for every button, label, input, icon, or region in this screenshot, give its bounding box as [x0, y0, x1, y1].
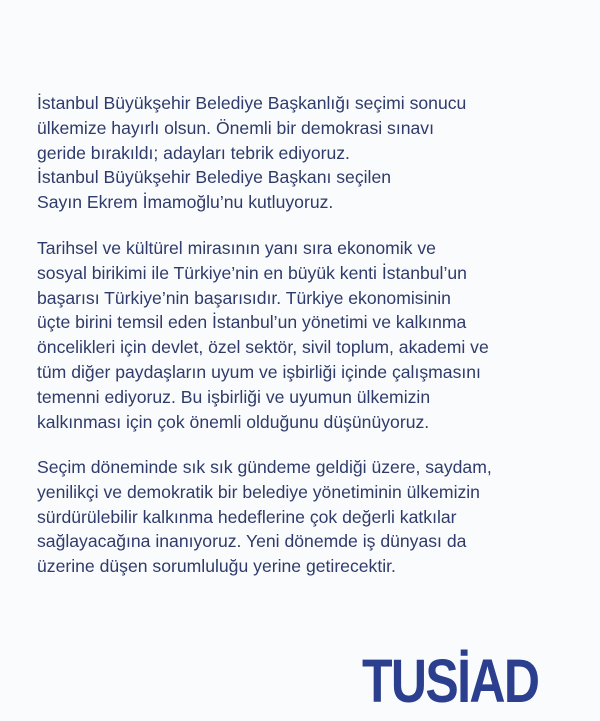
text-line: üzerine düşen sorumluluğu yerine getirecektir.: [37, 556, 396, 577]
text-line: tüm diğer paydaşların uyum ve işbirliği içinde çalışmasını: [37, 361, 481, 382]
text-line: kalkınması için çok önemli olduğunu düşünüyoruz.: [37, 411, 430, 432]
text-line: sağlayacağına inanıyoruz. Yeni dönemde iş dünyası da: [37, 531, 467, 552]
paragraph-istanbul-importance: [37, 236, 489, 434]
text-line: Seçim döneminde sık sık gündeme geldiği üzere, saydam,: [37, 457, 492, 477]
text-line: Tarihsel ve kültürel mirasının yanı sıra ekonomik ve: [37, 238, 436, 258]
text-line: üçte birini temsil eden İstanbul’un yönetimi ve kalkınma: [37, 312, 467, 333]
text-line: sürdürülebilir kalkınma hedeflerine çok değerli katkılar: [37, 506, 457, 527]
text-line: İstanbul Büyükşehir Belediye Başkanlığı seçimi sonucu: [37, 93, 467, 113]
tusiad-logo: TUSİAD: [362, 647, 539, 715]
text-line: temenni ediyoruz. Bu işbirliği ve uyumun ülkemizin: [37, 386, 431, 407]
text-line: başarısı Türkiye’nin başarısıdır. Türkiye ekonomisinin: [37, 287, 451, 308]
text-line: İstanbul Büyükşehir Belediye Başkanı seçilen: [37, 167, 392, 188]
text-line: geride bırakıldı; adayları tebrik ediyoruz.: [37, 142, 350, 163]
text-line: ülkemize hayırlı olsun. Önemli bir demokrasi sınavı: [37, 117, 434, 138]
text-line: Sayın Ekrem İmamoğlu’nu kutluyoruz.: [37, 192, 334, 213]
text-line: yenilikçi ve demokratik bir belediye yönetiminin ülkemizin: [37, 481, 480, 502]
paragraph-governance: [37, 455, 492, 579]
text-line: sosyal birikimi ile Türkiye’nin en büyük kenti İstanbul’un: [37, 262, 467, 283]
text-line: öncelikleri için devlet, özel sektör, sivil toplum, akademi ve: [37, 337, 489, 358]
paragraph-congratulations: [37, 91, 466, 215]
